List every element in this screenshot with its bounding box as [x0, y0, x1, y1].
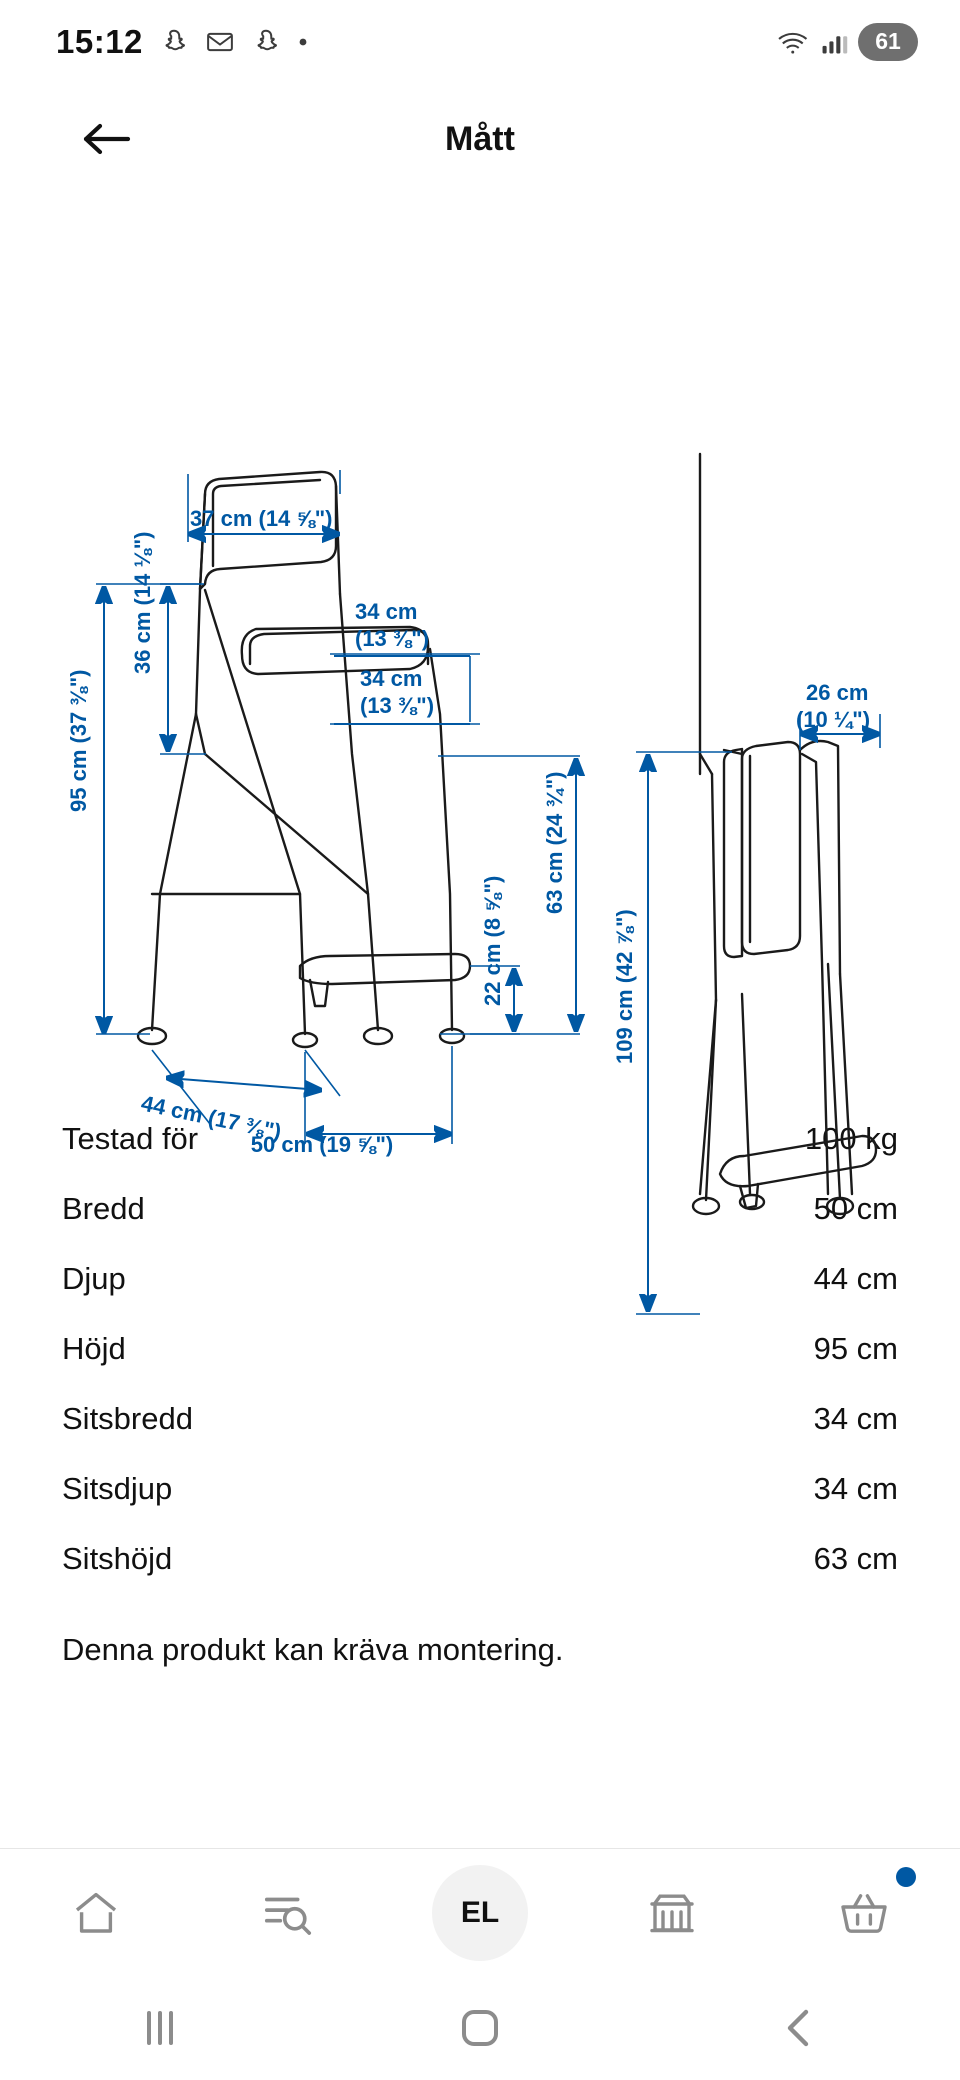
- spec-label: Höjd: [62, 1331, 126, 1366]
- spec-value: 44 cm: [813, 1261, 898, 1296]
- gmail-icon: [205, 27, 235, 57]
- spec-label: Bredd: [62, 1191, 145, 1226]
- bottom-navigation: [0, 1848, 960, 1976]
- snapchat-icon: [159, 27, 189, 57]
- label-total-height: 95 cm (37 ⅜"): [66, 669, 91, 812]
- spec-value: 34 cm: [813, 1471, 898, 1506]
- page-title: Mått: [445, 119, 515, 158]
- nav-item-search[interactable]: [228, 1853, 348, 1973]
- label-width: 50 cm (19 ⅝"): [250, 1132, 394, 1157]
- table-row: [62, 1174, 898, 1244]
- spec-label: Testad för: [62, 1121, 199, 1156]
- back-chevron-icon: [780, 2006, 820, 2050]
- list-search-icon: [261, 1887, 315, 1939]
- back-arrow-icon: [80, 119, 132, 159]
- chair-outline-folded: [693, 454, 876, 1214]
- cart-badge: [896, 1867, 916, 1887]
- label-folded-width-l2: (10 ¼"): [796, 707, 871, 732]
- table-row: [62, 1244, 898, 1314]
- spec-label: Sitsdjup: [62, 1471, 173, 1506]
- signal-icon: [820, 28, 848, 56]
- nav-item-cart[interactable]: [804, 1853, 924, 1973]
- system-navigation-bar: [0, 1976, 960, 2080]
- basket-icon: [837, 1887, 891, 1939]
- label-depth: 44 cm (17 ⅜"): [138, 1090, 284, 1145]
- wifi-icon: [776, 27, 810, 57]
- nav-item-home[interactable]: [36, 1853, 156, 1973]
- label-folded-height: 109 cm (42 ⅞"): [612, 909, 637, 1064]
- battery-indicator: 61: [858, 23, 918, 61]
- content-area: [0, 194, 960, 1848]
- label-seat-width-l2: (13 ⅜"): [355, 626, 430, 651]
- home-square-icon: [458, 2006, 502, 2050]
- system-back-button[interactable]: [740, 1988, 860, 2068]
- table-row: [62, 1384, 898, 1454]
- dot-icon: [297, 36, 309, 48]
- nav-item-el[interactable]: [420, 1853, 540, 1973]
- label-backrest-width: 37 cm (14 ⅝"): [190, 506, 333, 531]
- home-icon: [70, 1887, 122, 1939]
- label-folded-width-l1: 26 cm: [806, 680, 869, 705]
- status-bar: [0, 0, 960, 84]
- system-home-button[interactable]: [420, 1988, 540, 2068]
- spec-label: Sitshöjd: [62, 1541, 173, 1576]
- spec-value: 95 cm: [813, 1331, 898, 1366]
- status-clock: 15:12: [56, 23, 143, 60]
- spec-value: 100 kg: [804, 1121, 898, 1156]
- status-bar-left: [56, 23, 309, 61]
- chair-outline-front: [138, 472, 470, 1047]
- status-bar-right: [776, 23, 918, 61]
- back-button[interactable]: [70, 103, 142, 175]
- system-recents-button[interactable]: [100, 1988, 220, 2068]
- snapchat-icon: [251, 27, 281, 57]
- store-icon: [646, 1887, 698, 1939]
- label-seat-depth-l2: (13 ⅜"): [360, 693, 435, 718]
- spec-value: 34 cm: [813, 1401, 898, 1436]
- label-seat-depth-l1: 34 cm: [360, 666, 423, 691]
- spec-value: 50 cm: [813, 1191, 898, 1226]
- table-row: [62, 1524, 898, 1594]
- label-backrest-height: 36 cm (14 ⅛"): [130, 531, 155, 674]
- table-row: [62, 1314, 898, 1384]
- label-seat-width-l1: 34 cm: [355, 599, 418, 624]
- label-footrest-height: 22 cm (8 ⅝"): [480, 875, 505, 1006]
- spec-table: [0, 1104, 960, 1594]
- table-row: [62, 1454, 898, 1524]
- spec-label: Sitsbredd: [62, 1401, 193, 1436]
- nav-item-stores[interactable]: [612, 1853, 732, 1973]
- spec-label: Djup: [62, 1261, 126, 1296]
- el-logo: EL: [432, 1865, 528, 1961]
- assembly-note: Denna produkt kan kräva montering.: [62, 1632, 564, 1667]
- label-seat-height: 63 cm (24 ¾"): [542, 771, 567, 914]
- spec-value: 63 cm: [813, 1541, 898, 1576]
- page-header: [0, 84, 960, 194]
- recents-icon: [147, 2011, 173, 2045]
